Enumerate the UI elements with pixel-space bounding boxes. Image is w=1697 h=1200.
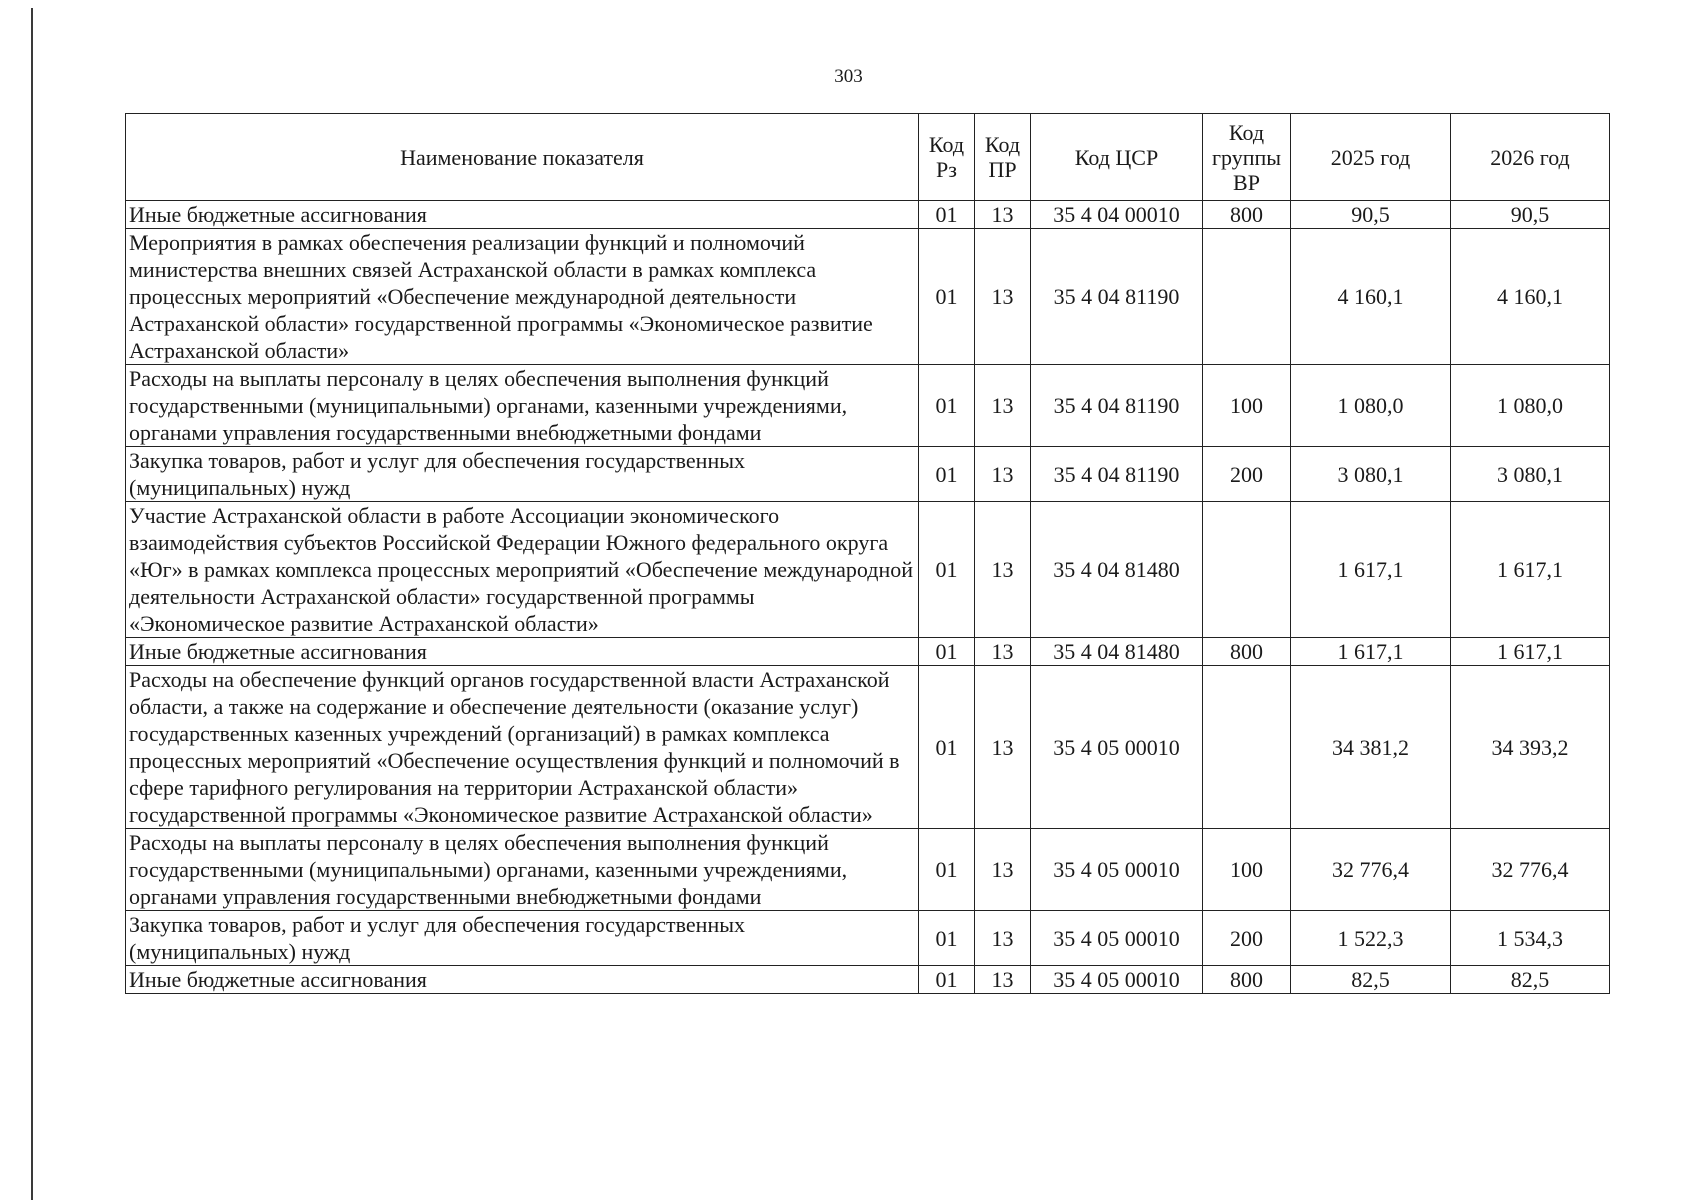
row-rz: 01: [919, 666, 975, 829]
row-pr: 13: [975, 666, 1031, 829]
header-name: Наименование показателя: [126, 114, 919, 201]
row-value-2025: 4 160,1: [1291, 229, 1451, 365]
row-csr: 35 4 04 81480: [1031, 502, 1203, 638]
row-csr: 35 4 05 00010: [1031, 911, 1203, 966]
table-row: [126, 447, 1610, 502]
row-pr: 13: [975, 365, 1031, 447]
header-row: [126, 114, 1610, 201]
table-body: [126, 201, 1610, 994]
row-value-2025: 1 522,3: [1291, 911, 1451, 966]
row-value-2025: 1 617,1: [1291, 638, 1451, 666]
page-number: 303: [834, 66, 863, 87]
table-row: [126, 638, 1610, 666]
row-pr: 13: [975, 966, 1031, 994]
row-value-2026: 4 160,1: [1451, 229, 1610, 365]
row-value-2025: 34 381,2: [1291, 666, 1451, 829]
row-value-2026: 34 393,2: [1451, 666, 1610, 829]
row-value-2025: 1 617,1: [1291, 502, 1451, 638]
row-rz: 01: [919, 911, 975, 966]
table-row: [126, 502, 1610, 638]
row-rz: 01: [919, 966, 975, 994]
row-pr: 13: [975, 502, 1031, 638]
row-vr: 800: [1203, 638, 1291, 666]
row-name: Иные бюджетные ассигнования: [126, 638, 919, 666]
row-pr: 13: [975, 829, 1031, 911]
row-value-2025: 3 080,1: [1291, 447, 1451, 502]
row-vr: 800: [1203, 966, 1291, 994]
row-name: Закупка товаров, работ и услуг для обеспечения государственных (муниципальных) нужд: [126, 447, 919, 502]
row-vr: [1203, 229, 1291, 365]
row-csr: 35 4 04 00010: [1031, 201, 1203, 229]
row-name: Иные бюджетные ассигнования: [126, 966, 919, 994]
row-name: Закупка товаров, работ и услуг для обеспечения государственных (муниципальных) нужд: [126, 911, 919, 966]
row-csr: 35 4 05 00010: [1031, 829, 1203, 911]
header-vr: Код группы ВР: [1203, 114, 1291, 201]
row-name: Иные бюджетные ассигнования: [126, 201, 919, 229]
row-name: Участие Астраханской области в работе Ассоциации экономического взаимодействия субъектов Российской Федерации Южного федерального округа «Юг» в рамках комплекса процессных мероприятий «Обеспечение международной деятельности Астраханской области» государственной программы «Экономическое развитие Астраханской области»: [126, 502, 919, 638]
table-row: [126, 911, 1610, 966]
table-row: [126, 966, 1610, 994]
table-row: [126, 229, 1610, 365]
row-value-2026: 3 080,1: [1451, 447, 1610, 502]
row-vr: 800: [1203, 201, 1291, 229]
row-value-2026: 32 776,4: [1451, 829, 1610, 911]
row-pr: 13: [975, 447, 1031, 502]
row-csr: 35 4 04 81190: [1031, 447, 1203, 502]
row-value-2025: 82,5: [1291, 966, 1451, 994]
header-rz: Код Рз: [919, 114, 975, 201]
page-binding-line: [31, 8, 33, 1200]
header-csr: Код ЦСР: [1031, 114, 1203, 201]
row-value-2026: 1 534,3: [1451, 911, 1610, 966]
row-pr: 13: [975, 638, 1031, 666]
row-vr: 200: [1203, 447, 1291, 502]
row-pr: 13: [975, 201, 1031, 229]
row-vr: 200: [1203, 911, 1291, 966]
row-csr: 35 4 05 00010: [1031, 966, 1203, 994]
row-rz: 01: [919, 201, 975, 229]
header-year-2025: 2025 год: [1291, 114, 1451, 201]
row-csr: 35 4 04 81190: [1031, 365, 1203, 447]
row-csr: 35 4 05 00010: [1031, 666, 1203, 829]
row-name: Расходы на обеспечение функций органов государственной власти Астраханской области, а также на содержание и обеспечение деятельности (оказание услуг) государственных казенных учреждений (организаций) в рамках комплекса процессных мероприятий «Обеспечение осуществления функций и полномочий в сфере тарифного регулирования на территории Астраханской области» государственной программы «Экономическое развитие Астраханской области»: [126, 666, 919, 829]
table-row: [126, 201, 1610, 229]
row-value-2026: 1 617,1: [1451, 502, 1610, 638]
row-rz: 01: [919, 638, 975, 666]
row-name: Расходы на выплаты персоналу в целях обеспечения выполнения функций государственными (муниципальными) органами, казенными учреждениями, органами управления государственными внебюджетными фондами: [126, 829, 919, 911]
budget-table: [125, 113, 1610, 994]
row-rz: 01: [919, 229, 975, 365]
row-value-2025: 32 776,4: [1291, 829, 1451, 911]
row-vr: 100: [1203, 365, 1291, 447]
table-row: [126, 666, 1610, 829]
header-pr: Код ПР: [975, 114, 1031, 201]
row-vr: [1203, 502, 1291, 638]
row-vr: 100: [1203, 829, 1291, 911]
row-value-2025: 90,5: [1291, 201, 1451, 229]
row-name: Мероприятия в рамках обеспечения реализации функций и полномочий министерства внешних связей Астраханской области в рамках комплекса процессных мероприятий «Обеспечение международной деятельности Астраханской области» государственной программы «Экономическое развитие Астраханской области»: [126, 229, 919, 365]
row-value-2026: 82,5: [1451, 966, 1610, 994]
table-row: [126, 829, 1610, 911]
row-value-2026: 90,5: [1451, 201, 1610, 229]
header-year-2026: 2026 год: [1451, 114, 1610, 201]
row-name: Расходы на выплаты персоналу в целях обеспечения выполнения функций государственными (муниципальными) органами, казенными учреждениями, органами управления государственными внебюджетными фондами: [126, 365, 919, 447]
row-csr: 35 4 04 81190: [1031, 229, 1203, 365]
row-vr: [1203, 666, 1291, 829]
row-csr: 35 4 04 81480: [1031, 638, 1203, 666]
row-value-2025: 1 080,0: [1291, 365, 1451, 447]
row-rz: 01: [919, 829, 975, 911]
row-value-2026: 1 617,1: [1451, 638, 1610, 666]
row-rz: 01: [919, 365, 975, 447]
row-pr: 13: [975, 911, 1031, 966]
row-rz: 01: [919, 502, 975, 638]
row-pr: 13: [975, 229, 1031, 365]
row-value-2026: 1 080,0: [1451, 365, 1610, 447]
table-row: [126, 365, 1610, 447]
row-rz: 01: [919, 447, 975, 502]
table-header: [126, 114, 1610, 201]
